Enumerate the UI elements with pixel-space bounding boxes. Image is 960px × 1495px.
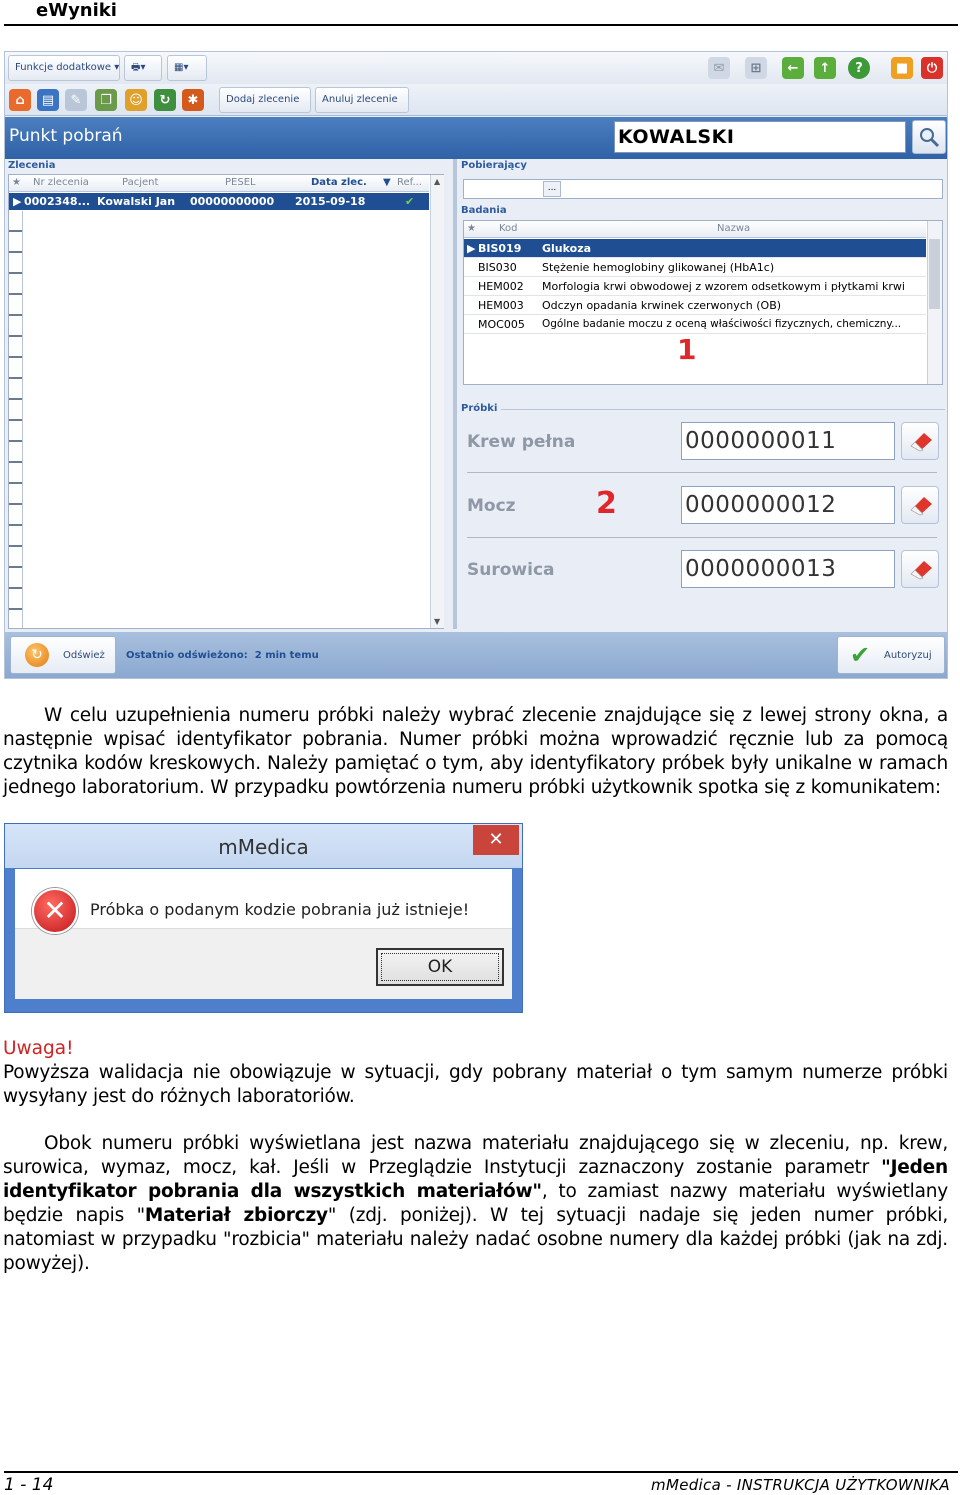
probka-input-surowica[interactable]: 0000000013	[681, 550, 895, 588]
uwaga-heading: Uwaga!	[3, 1038, 74, 1059]
autoryzuj-label: Autoryzuj	[884, 650, 932, 661]
notepad-icon[interactable]: ✎	[65, 89, 87, 111]
pobierajacy-browse-button[interactable]: ...	[543, 181, 561, 197]
refresh-icon: ↻	[25, 643, 49, 667]
row-nr: 0002348...	[24, 195, 91, 208]
probki-divider	[501, 409, 945, 410]
badanie-nazwa: Ogólne badanie moczu z oceną właściwości fizycznych, chemiczny...	[542, 318, 902, 330]
header-title: eWyniki	[36, 0, 117, 21]
col-ref[interactable]: Ref...	[397, 177, 422, 188]
dialog-ok-button[interactable]	[376, 948, 504, 986]
eraser-icon	[902, 423, 938, 459]
refresh-icon[interactable]: ↻	[154, 89, 176, 111]
probka-separator	[467, 472, 937, 473]
probka-input-mocz[interactable]: 0000000012	[681, 486, 895, 524]
pobierajacy-input[interactable]	[463, 179, 943, 199]
row-data: 2015-09-18	[295, 195, 366, 208]
star-icon: ★	[467, 223, 476, 234]
annotation-marker-1: 1	[677, 333, 697, 366]
badanie-nazwa: Stężenie hemoglobiny glikowanej (HbA1c)	[542, 261, 775, 274]
dialog-close-button[interactable]: ✕	[473, 825, 519, 855]
banner	[5, 117, 948, 159]
badanie-kod: MOC005	[478, 318, 525, 331]
odswiez-button[interactable]	[10, 636, 116, 674]
view-button[interactable]: ▦▾	[167, 55, 207, 81]
copy-icon[interactable]: ❐	[95, 89, 117, 111]
row-pointer-icon: ▶	[467, 242, 476, 255]
scroll-up-icon[interactable]: ▲	[434, 177, 441, 186]
app-window	[4, 51, 948, 679]
paragraph-text: Obok numeru próbki wyświetlana jest nazwa materiału znajdującego się w zleceniu, np. krew, surowica, wymaz, mocz, kał. Jeśli w Przeglądzie Instytucji zaznaczony zostanie parametr	[3, 1133, 948, 1178]
probka-input-krew[interactable]: 0000000011	[681, 422, 895, 460]
bottom-bar	[5, 632, 948, 679]
ok-label: OK	[427, 957, 453, 977]
funkcje-dodatkowe-button[interactable]: Funkcje dodatkowe ▾	[8, 55, 120, 81]
probka-label-krew: Krew pełna	[467, 432, 576, 452]
check-icon: ✔	[405, 195, 415, 208]
pobierajacy-section-label: Pobierający	[461, 160, 527, 171]
col-data-zlec[interactable]: Data zlec.	[311, 177, 367, 188]
checkmark-icon: ✔	[850, 641, 871, 669]
paragraph-text: " (zdj. poniżej). W tej sytuacji nadaje się jeden numer próbki, natomiast w przypadku "rozbicia" materiału należy nadać osobne numery dla każdej próbki (jak na zdj. powyżej).	[3, 1205, 948, 1274]
last-refresh-label: Ostatnio odświeżono:	[126, 650, 248, 661]
toolbar-top	[5, 52, 948, 84]
funkcje-label: Funkcje dodatkowe	[15, 62, 112, 73]
toolbar-second	[5, 84, 948, 116]
row-pointer-icon: ▶	[13, 195, 22, 208]
badanie-row[interactable]	[464, 315, 926, 334]
focus-ring	[381, 953, 499, 981]
badanie-kod: HEM003	[478, 299, 524, 312]
col-pacjent[interactable]: Pacjent	[122, 177, 159, 188]
footer-divider	[4, 1471, 958, 1473]
printer-icon: 🖶	[131, 62, 141, 73]
probka-label-mocz: Mocz	[467, 496, 516, 516]
search-icon	[918, 126, 940, 148]
lock-icon[interactable]: ■	[891, 57, 913, 79]
header-divider	[4, 24, 958, 26]
back-arrow-icon[interactable]: ←	[782, 57, 804, 79]
error-dialog	[4, 823, 523, 1013]
badanie-nazwa: Odczyn opadania krwinek czerwonych (OB)	[542, 299, 782, 312]
zlecenia-section-label: Zlecenia	[8, 160, 56, 171]
search-button[interactable]	[912, 120, 946, 154]
grid-icon: ▦	[174, 62, 184, 73]
document-title: mMedica - INSTRUKCJA UŻYTKOWNIKA	[651, 1476, 950, 1494]
banner-title: Punkt pobrań	[9, 126, 123, 146]
eraser-icon	[902, 487, 938, 523]
badania-section-label: Badania	[461, 205, 507, 216]
last-refresh-info	[126, 650, 319, 661]
dialog-title: mMedica	[5, 824, 522, 868]
error-icon: ✕	[32, 888, 78, 934]
paragraph-intro: W celu uzupełnienia numeru próbki należy wybrać zlecenie znajdujące się z lewej strony okna, a następnie wpisać identyfikator pobrania. Numer próbki można wprowadzić ręcznie lub za pomocą czytnika kodów kreskowych. Należy pamiętać o tym, aby identyfikatory próbek były unikalne w ramach jednego laboratorium. W przypadku powtórzenia numeru próbki użytkownik spotka się z komunikatem:	[3, 705, 948, 798]
calendar-icon[interactable]: ▤	[37, 89, 59, 111]
paragraph-material	[3, 1132, 948, 1276]
badania-grid-header	[464, 221, 926, 238]
last-refresh-value: 2 min temu	[254, 650, 319, 661]
parameter-name: "Jeden identyfikator pobrania dla wszystkich materiałów"	[3, 1157, 948, 1202]
badanie-nazwa: Morfologia krwi obwodowej z wzorem odsetkowym i płytkami krwi	[542, 280, 905, 293]
zlecenia-grid	[8, 174, 444, 629]
badanie-kod: BIS019	[478, 242, 522, 255]
star-icon: ★	[12, 177, 21, 188]
network-icon[interactable]: ⊞	[745, 57, 767, 79]
row-pesel: 00000000000	[190, 195, 275, 208]
clear-krew-button[interactable]	[901, 422, 939, 460]
scroll-down-icon[interactable]: ▼	[434, 617, 441, 626]
clear-mocz-button[interactable]	[901, 486, 939, 524]
eraser-icon	[902, 551, 938, 587]
annotation-marker-2: 2	[596, 486, 617, 521]
zlecenie-row[interactable]	[9, 193, 429, 210]
badania-scrollbar[interactable]	[927, 221, 942, 384]
col-nazwa[interactable]: Nazwa	[717, 223, 751, 234]
badanie-row[interactable]	[464, 258, 926, 277]
anuluj-zlecenie-button[interactable]: Anuluj zlecenie	[315, 87, 409, 113]
scroll-thumb[interactable]	[929, 239, 940, 309]
row-gutter	[9, 211, 23, 628]
mail-icon[interactable]: ✉	[708, 57, 730, 79]
probki-section-label: Próbki	[461, 403, 498, 414]
home-icon[interactable]: ⌂	[9, 89, 31, 111]
badanie-row[interactable]	[464, 296, 926, 315]
power-icon[interactable]: ⏻	[921, 57, 943, 79]
print-button[interactable]: 🖶▾	[124, 55, 162, 81]
badania-grid	[463, 220, 943, 385]
probka-separator	[467, 537, 937, 538]
sort-desc-icon: ▼	[383, 177, 391, 188]
zlecenia-grid-header	[9, 175, 429, 192]
page-number: 1 - 14	[4, 1475, 54, 1495]
badanie-row[interactable]	[464, 277, 926, 296]
clear-surowica-button[interactable]	[901, 550, 939, 588]
col-nr-zlecenia[interactable]: Nr zlecenia	[33, 177, 89, 188]
probka-label-surowica: Surowica	[467, 560, 555, 580]
badanie-kod: BIS030	[478, 261, 517, 274]
settings-icon[interactable]: ✱	[182, 89, 204, 111]
paragraph-text: , to zamiast nazwy materiału wyświetlany będzie napis "	[3, 1181, 949, 1226]
zlecenia-scrollbar[interactable]	[430, 175, 444, 628]
dialog-message: Próbka o podanym kodzie pobrania już istnieje!	[90, 900, 470, 919]
uwaga-text: Powyższa walidacja nie obowiązuje w sytuacji, gdy pobrany materiał o tym samym numerze próbki wysyłany jest do różnych laboratoriów.	[3, 1062, 948, 1107]
badanie-nazwa: Glukoza	[542, 242, 592, 255]
badanie-row[interactable]	[464, 239, 926, 258]
help-icon[interactable]: ?	[848, 57, 870, 79]
col-kod[interactable]: Kod	[499, 223, 518, 234]
home-arrow-icon[interactable]: ↑	[814, 57, 836, 79]
dodaj-zlecenie-button[interactable]: Dodaj zlecenie	[219, 87, 311, 113]
material-zbiorczy: Materiał zbiorczy	[144, 1205, 328, 1226]
col-pesel[interactable]: PESEL	[225, 177, 256, 188]
users-icon[interactable]: ☺	[125, 89, 147, 111]
row-pacjent: Kowalski Jan	[97, 195, 176, 208]
autoryzuj-button[interactable]	[837, 636, 945, 674]
patient-search-input[interactable]: KOWALSKI	[614, 121, 906, 153]
badanie-kod: HEM002	[478, 280, 524, 293]
odswiez-label: Odśwież	[63, 650, 105, 661]
splitter[interactable]	[453, 159, 457, 629]
